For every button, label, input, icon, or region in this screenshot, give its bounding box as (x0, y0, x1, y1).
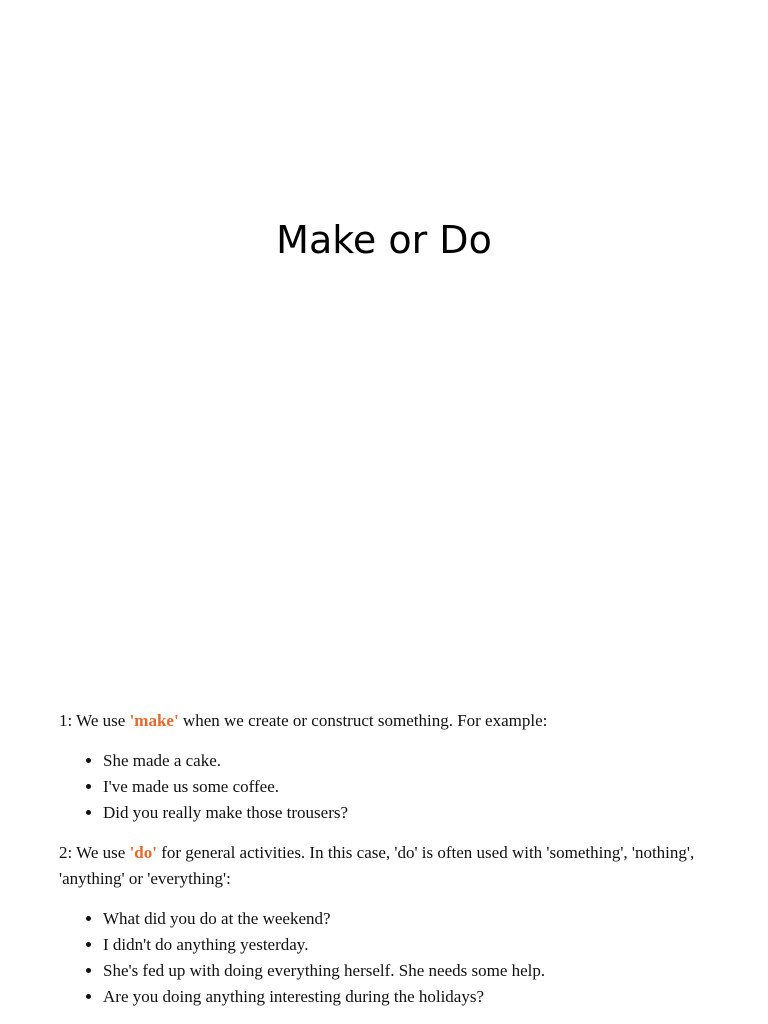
section-2-keyword: 'do' (129, 843, 157, 862)
example-item: • She's fed up with doing everything herself. She needs some help. (103, 958, 739, 984)
slide-title: Make or Do (276, 218, 492, 262)
section-2-suffix: for general activities. In this case, 'do' is often used with 'something', 'nothing', 'anything' or 'everything': (59, 843, 695, 888)
section-1-keyword: 'make' (129, 711, 179, 730)
example-item: • I didn't do anything yesterday. (103, 932, 739, 958)
section-1-intro (59, 708, 739, 734)
section-1-examples (59, 748, 739, 826)
example-item: • What did you do at the weekend? (103, 906, 739, 932)
lesson-content (59, 708, 739, 1024)
section-2-prefix: 2: We use (59, 843, 130, 862)
example-item: • I've made us some coffee. (103, 774, 739, 800)
example-item: • Are you doing anything interesting during the holidays? (103, 984, 739, 1010)
example-item: • She made a cake. (103, 748, 739, 774)
section-2-examples (59, 906, 739, 1010)
section-2-intro (59, 840, 739, 892)
section-1-suffix: when we create or construct something. For example: (178, 711, 548, 730)
section-1-prefix: 1: We use (59, 711, 130, 730)
example-item: • Did you really make those trousers? (103, 800, 739, 826)
